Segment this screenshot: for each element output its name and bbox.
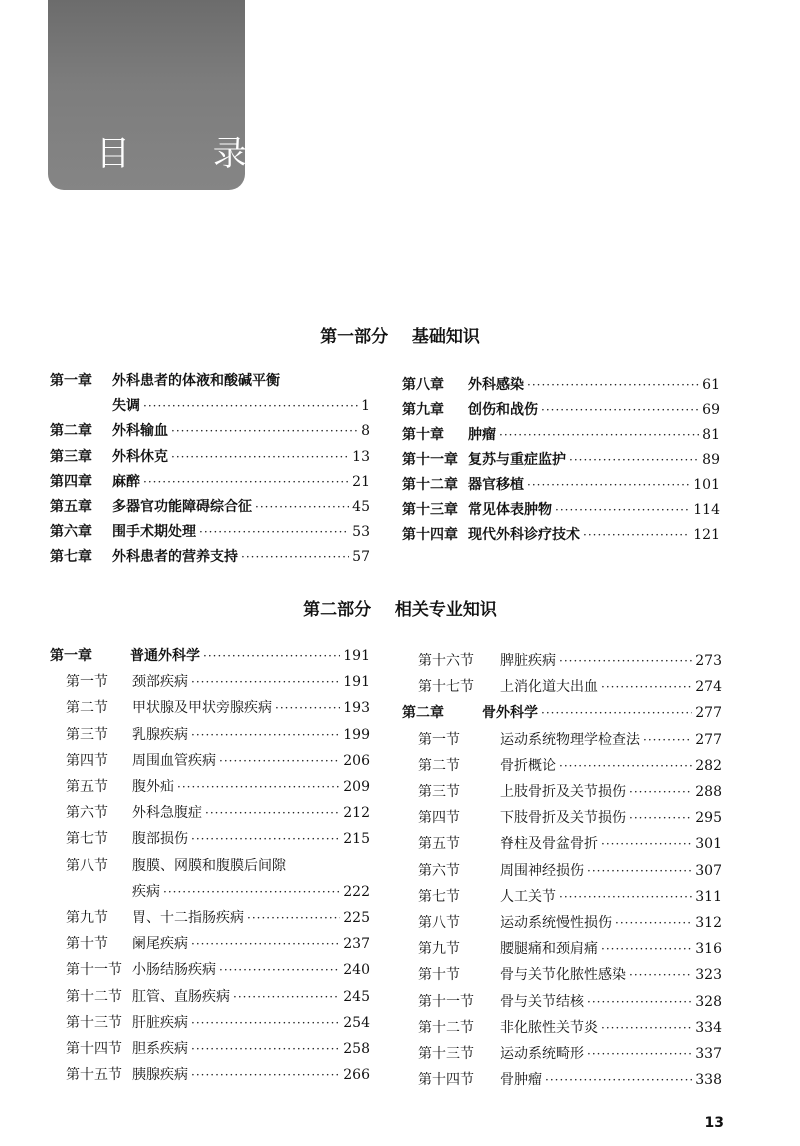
toc-entry[interactable] xyxy=(66,802,370,822)
toc-entry-title: 骨外科学 xyxy=(482,705,538,722)
toc-entry[interactable] xyxy=(66,986,370,1006)
toc-entry[interactable] xyxy=(418,676,722,696)
toc-entry-title: 外科患者的营养支持 xyxy=(112,549,238,566)
toc-entry-label: 第四节 xyxy=(66,752,108,769)
toc-entry-label: 第十四节 xyxy=(418,1072,474,1089)
toc-entry-page: 101 xyxy=(693,477,720,493)
dot-leader xyxy=(241,550,349,564)
toc-entry[interactable] xyxy=(50,645,370,665)
toc-entry-page: 258 xyxy=(343,1041,370,1057)
toc-entry-title: 小肠结肠疾病 xyxy=(132,962,216,979)
dot-leader xyxy=(199,525,349,539)
toc-entry-label: 第十六节 xyxy=(418,653,474,669)
toc-entry-page: 193 xyxy=(343,700,370,717)
toc-entry-page: 114 xyxy=(693,502,720,518)
toc-entry[interactable] xyxy=(66,776,370,796)
toc-entry-label: 第十节 xyxy=(66,936,108,953)
dot-leader xyxy=(191,675,340,689)
toc-entry-label: 第七节 xyxy=(66,831,108,848)
toc-entry-page: 191 xyxy=(343,674,370,691)
toc-entry-label: 第十五节 xyxy=(66,1067,122,1084)
toc-entry[interactable] xyxy=(418,938,722,958)
toc-entry-page: 328 xyxy=(695,993,722,1010)
toc-entry-title: 创伤和战伤 xyxy=(468,402,538,418)
toc-entry-title: 胆系疾病 xyxy=(132,1041,188,1057)
toc-entry[interactable] xyxy=(402,449,720,469)
toc-entry-title: 复苏与重症监护 xyxy=(468,452,566,468)
toc-entry[interactable] xyxy=(50,521,370,541)
toc-entry-page: 45 xyxy=(352,499,370,515)
dot-leader xyxy=(171,450,349,464)
toc-entry-title: 非化脓性关节炎 xyxy=(500,1019,598,1036)
toc-entry-title: 腹膜、网膜和腹膜后间隙 xyxy=(132,857,286,874)
toc-entry-page: 237 xyxy=(343,936,370,953)
toc-entry-title: 阑尾疾病 xyxy=(132,936,188,953)
toc-entry-title: 周围血管疾病 xyxy=(132,752,216,769)
toc-entry-page: 212 xyxy=(343,805,370,822)
toc-entry[interactable] xyxy=(402,399,720,419)
toc-entry-title: 腹外疝 xyxy=(132,779,174,795)
dot-leader xyxy=(629,811,692,825)
toc-entry-page: 191 xyxy=(343,648,370,664)
dot-leader xyxy=(499,428,699,442)
toc-entry[interactable] xyxy=(50,446,370,466)
dot-leader xyxy=(275,701,340,715)
toc-entry-title: 现代外科诊疗技术 xyxy=(468,527,580,543)
toc-entry-title: 胃、十二指肠疾病 xyxy=(132,910,244,926)
toc-entry-page: 266 xyxy=(343,1067,370,1084)
dot-leader xyxy=(587,864,692,878)
toc-entry-page: 338 xyxy=(695,1072,722,1089)
toc-entry-page: 81 xyxy=(702,427,720,443)
toc-entry[interactable] xyxy=(66,933,370,953)
toc-entry-page: 334 xyxy=(695,1019,722,1036)
toc-entry-title: 围手术期处理 xyxy=(112,524,196,541)
dot-leader xyxy=(527,478,690,492)
toc-entry[interactable] xyxy=(402,702,722,722)
dot-leader xyxy=(191,1068,340,1082)
toc-entry-page: 282 xyxy=(695,757,722,774)
toc-entry-title: 麻醉 xyxy=(112,473,140,490)
toc-entry-title: 脾脏疾病 xyxy=(500,653,556,669)
toc-entry[interactable] xyxy=(66,855,370,875)
toc-entry-label: 第十三章 xyxy=(402,502,458,518)
toc-entry-title: 上肢骨折及关节损伤 xyxy=(500,784,626,800)
toc-entry[interactable] xyxy=(418,991,722,1011)
dot-leader xyxy=(205,806,340,820)
toc-entry-title: 肛管、直肠疾病 xyxy=(132,988,230,1005)
toc-entry-title: 人工关节 xyxy=(500,888,556,905)
toc-entry-label: 第五节 xyxy=(66,779,108,795)
page-title: 目 录 xyxy=(96,134,283,174)
toc-entry-page: 277 xyxy=(695,731,722,748)
dot-leader xyxy=(191,832,340,846)
toc-entry-title: 外科输血 xyxy=(112,423,168,440)
toc-entry-page: 215 xyxy=(343,831,370,848)
toc-entry[interactable] xyxy=(418,833,722,853)
toc-entry[interactable] xyxy=(66,907,370,927)
toc-entry-title: 外科感染 xyxy=(468,377,524,393)
toc-entry-page: 206 xyxy=(343,752,370,769)
toc-entry-label: 第八章 xyxy=(402,377,444,393)
toc-entry-label: 第二节 xyxy=(66,700,108,717)
toc-entry[interactable] xyxy=(418,781,722,801)
toc-entry[interactable] xyxy=(418,886,722,906)
toc-entry-page: 8 xyxy=(361,423,370,440)
toc-entry[interactable] xyxy=(402,474,720,494)
toc-entry-page: 301 xyxy=(695,836,722,853)
toc-entry-page: 13 xyxy=(352,448,370,465)
toc-entry-page: 245 xyxy=(343,988,370,1005)
toc-entry-page: 222 xyxy=(343,883,370,900)
toc-entry[interactable] xyxy=(402,524,720,544)
toc-entry[interactable] xyxy=(66,724,370,744)
toc-entry-title: 运动系统畸形 xyxy=(500,1046,584,1062)
dot-leader xyxy=(203,649,340,663)
toc-entry-label: 第十一节 xyxy=(66,962,122,979)
toc-entry-label: 第十节 xyxy=(418,967,460,984)
toc-entry-label: 第五章 xyxy=(50,499,92,515)
toc-entry-label: 第十四节 xyxy=(66,1041,122,1057)
toc-entry-title: 骨与关节化脓性感染 xyxy=(500,967,626,984)
toc-entry-page: 316 xyxy=(695,941,722,958)
toc-entry[interactable] xyxy=(66,1038,370,1058)
dot-leader xyxy=(163,885,340,899)
part1-heading: 第一部分 基础知识 xyxy=(320,327,480,347)
toc-entry-title: 运动系统慢性损伤 xyxy=(500,915,612,931)
toc-entry-page: 121 xyxy=(693,527,720,543)
toc-entry[interactable] xyxy=(418,807,722,827)
toc-entry-label: 第一节 xyxy=(66,674,108,691)
toc-entry-label: 第九节 xyxy=(418,941,460,958)
toc-entry-page: 288 xyxy=(695,784,722,800)
toc-entry-title: 周围神经损伤 xyxy=(500,862,584,879)
toc-entry[interactable] xyxy=(66,881,370,901)
dot-leader xyxy=(255,500,349,514)
toc-entry-page: 323 xyxy=(695,967,722,984)
dot-leader xyxy=(569,453,699,467)
dot-leader xyxy=(559,654,692,668)
toc-entry-page: 199 xyxy=(343,726,370,743)
dot-leader xyxy=(177,780,340,794)
toc-entry-title: 脊柱及骨盆骨折 xyxy=(500,836,598,853)
toc-entry[interactable] xyxy=(418,860,722,880)
toc-entry-page: 69 xyxy=(702,402,720,418)
part2-heading: 第二部分 相关专业知识 xyxy=(303,600,497,620)
toc-entry[interactable] xyxy=(66,1064,370,1084)
toc-entry-page: 209 xyxy=(343,779,370,795)
dot-leader xyxy=(143,399,358,413)
dot-leader xyxy=(629,968,692,982)
toc-entry-page: 311 xyxy=(695,888,722,905)
toc-entry-title: 下肢骨折及关节损伤 xyxy=(500,810,626,827)
dot-leader xyxy=(555,503,690,517)
toc-entry-label: 第四节 xyxy=(418,810,460,827)
toc-entry[interactable] xyxy=(66,671,370,691)
toc-entry-title: 上消化道大出血 xyxy=(500,679,598,696)
toc-entry-label: 第十一章 xyxy=(402,452,458,468)
toc-entry[interactable] xyxy=(50,420,370,440)
dot-leader xyxy=(171,424,358,438)
dot-leader xyxy=(601,942,692,956)
dot-leader xyxy=(601,837,692,851)
toc-entry-label: 第十三节 xyxy=(66,1014,122,1031)
toc-entry-label: 第二章 xyxy=(50,423,92,440)
toc-entry-title: 外科休克 xyxy=(112,448,168,465)
toc-entry-label: 第二节 xyxy=(418,757,460,774)
toc-entry-title: 胰腺疾病 xyxy=(132,1067,188,1084)
toc-entry-label: 第十三节 xyxy=(418,1046,474,1062)
dot-leader xyxy=(191,937,340,951)
dot-leader xyxy=(587,1047,692,1061)
toc-entry[interactable] xyxy=(418,1069,722,1089)
toc-entry-label: 第六节 xyxy=(66,805,108,822)
toc-entry-title: 骨肿瘤 xyxy=(500,1072,542,1089)
toc-entry-title: 运动系统物理学检查法 xyxy=(500,731,640,748)
toc-entry-title: 外科急腹症 xyxy=(132,805,202,822)
toc-entry[interactable] xyxy=(418,1017,722,1037)
toc-entry-label: 第七节 xyxy=(418,888,460,905)
toc-entry-page: 277 xyxy=(695,705,722,722)
toc-entry[interactable] xyxy=(66,697,370,717)
toc-entry-label: 第四章 xyxy=(50,473,92,490)
dot-leader xyxy=(601,1021,692,1035)
toc-entry-label: 第三节 xyxy=(418,784,460,800)
page-number: 13 xyxy=(704,1115,724,1131)
toc-entry-title: 普通外科学 xyxy=(130,648,200,664)
toc-entry-label: 第七章 xyxy=(50,549,92,566)
toc-entry-title: 甲状腺及甲状旁腺疾病 xyxy=(132,700,272,717)
toc-entry[interactable] xyxy=(66,959,370,979)
dot-leader xyxy=(601,680,692,694)
dot-leader xyxy=(545,1073,692,1087)
dot-leader xyxy=(247,911,340,925)
dot-leader xyxy=(559,890,692,904)
dot-leader xyxy=(559,759,692,773)
toc-entry-title: 多器官功能障碍综合征 xyxy=(112,499,252,515)
toc-entry[interactable] xyxy=(50,471,370,491)
toc-entry[interactable] xyxy=(418,964,722,984)
toc-entry-page: 337 xyxy=(695,1046,722,1062)
toc-entry-title: 器官移植 xyxy=(468,477,524,493)
toc-entry-label: 第一节 xyxy=(418,731,460,748)
toc-entry-label: 第三章 xyxy=(50,448,92,465)
toc-entry-title: 乳腺疾病 xyxy=(132,726,188,743)
toc-entry[interactable] xyxy=(418,729,722,749)
toc-entry-label: 第一章 xyxy=(50,648,92,664)
toc-entry-page: 295 xyxy=(695,810,722,827)
toc-entry-label: 第一章 xyxy=(50,373,92,389)
toc-entry-label: 第八节 xyxy=(418,915,460,931)
dot-leader xyxy=(541,706,692,720)
dot-leader xyxy=(527,378,699,392)
dot-leader xyxy=(615,916,692,930)
toc-entry-page: 61 xyxy=(702,377,720,393)
toc-entry-label: 第二章 xyxy=(402,705,444,722)
toc-entry-title: 外科患者的体液和酸碱平衡 xyxy=(112,373,280,389)
dot-leader xyxy=(583,528,690,542)
toc-entry-page: 53 xyxy=(352,524,370,541)
dot-leader xyxy=(541,403,699,417)
toc-entry-title: 腰腿痛和颈肩痛 xyxy=(500,941,598,958)
toc-entry-page: 57 xyxy=(352,549,370,566)
toc-entry-page: 307 xyxy=(695,862,722,879)
toc-entry[interactable] xyxy=(50,395,370,415)
toc-entry[interactable] xyxy=(418,912,722,932)
toc-entry-page: 1 xyxy=(361,398,370,415)
dot-leader xyxy=(143,475,349,489)
dot-leader xyxy=(219,754,340,768)
toc-entry-page: 21 xyxy=(352,473,370,490)
toc-entry-title: 失调 xyxy=(112,398,140,415)
toc-entry-label: 第十二节 xyxy=(418,1019,474,1036)
toc-entry[interactable] xyxy=(418,650,722,670)
dot-leader xyxy=(643,733,692,747)
dot-leader xyxy=(629,785,692,799)
toc-entry-page: 274 xyxy=(695,679,722,696)
toc-entry-label: 第十章 xyxy=(402,427,444,443)
toc-entry[interactable] xyxy=(402,499,720,519)
dot-leader xyxy=(191,728,340,742)
toc-entry-title: 肿瘤 xyxy=(468,427,496,443)
toc-entry[interactable] xyxy=(402,374,720,394)
toc-entry-label: 第九章 xyxy=(402,402,444,418)
dot-leader xyxy=(219,963,340,977)
toc-entry-page: 312 xyxy=(695,915,722,931)
toc-entry-label: 第九节 xyxy=(66,910,108,926)
dot-leader xyxy=(191,1042,340,1056)
toc-entry[interactable] xyxy=(66,828,370,848)
toc-entry[interactable] xyxy=(418,1043,722,1063)
toc-entry-page: 89 xyxy=(702,452,720,468)
toc-entry-label: 第十二节 xyxy=(66,988,122,1005)
toc-entry-label: 第六章 xyxy=(50,524,92,541)
toc-entry-page: 254 xyxy=(343,1014,370,1031)
toc-entry[interactable] xyxy=(50,546,370,566)
toc-entry[interactable] xyxy=(402,424,720,444)
toc-entry-title: 疾病 xyxy=(132,883,160,900)
toc-entry-label: 第十七节 xyxy=(418,679,474,696)
toc-entry[interactable] xyxy=(66,1012,370,1032)
dot-leader xyxy=(587,995,692,1009)
toc-entry-title: 腹部损伤 xyxy=(132,831,188,848)
toc-entry[interactable] xyxy=(66,750,370,770)
toc-entry-label: 第五节 xyxy=(418,836,460,853)
toc-entry-title: 常见体表肿物 xyxy=(468,502,552,518)
dot-leader xyxy=(191,1016,340,1030)
toc-entry-label: 第六节 xyxy=(418,862,460,879)
toc-entry-label: 第三节 xyxy=(66,726,108,743)
toc-entry-label: 第八节 xyxy=(66,857,108,874)
toc-entry-title: 骨与关节结核 xyxy=(500,993,584,1010)
toc-entry-title: 颈部疾病 xyxy=(132,674,188,691)
toc-entry[interactable] xyxy=(50,370,370,390)
toc-entry-label: 第十一节 xyxy=(418,993,474,1010)
toc-entry-label: 第十四章 xyxy=(402,527,458,543)
toc-entry-page: 240 xyxy=(343,962,370,979)
toc-entry[interactable] xyxy=(50,496,370,516)
toc-entry-title: 肝脏疾病 xyxy=(132,1014,188,1031)
toc-entry[interactable] xyxy=(418,755,722,775)
toc-entry-page: 225 xyxy=(343,910,370,926)
toc-entry-label: 第十二章 xyxy=(402,477,458,493)
toc-entry-page: 273 xyxy=(695,653,722,669)
dot-leader xyxy=(233,990,340,1004)
toc-entry-title: 骨折概论 xyxy=(500,757,556,774)
